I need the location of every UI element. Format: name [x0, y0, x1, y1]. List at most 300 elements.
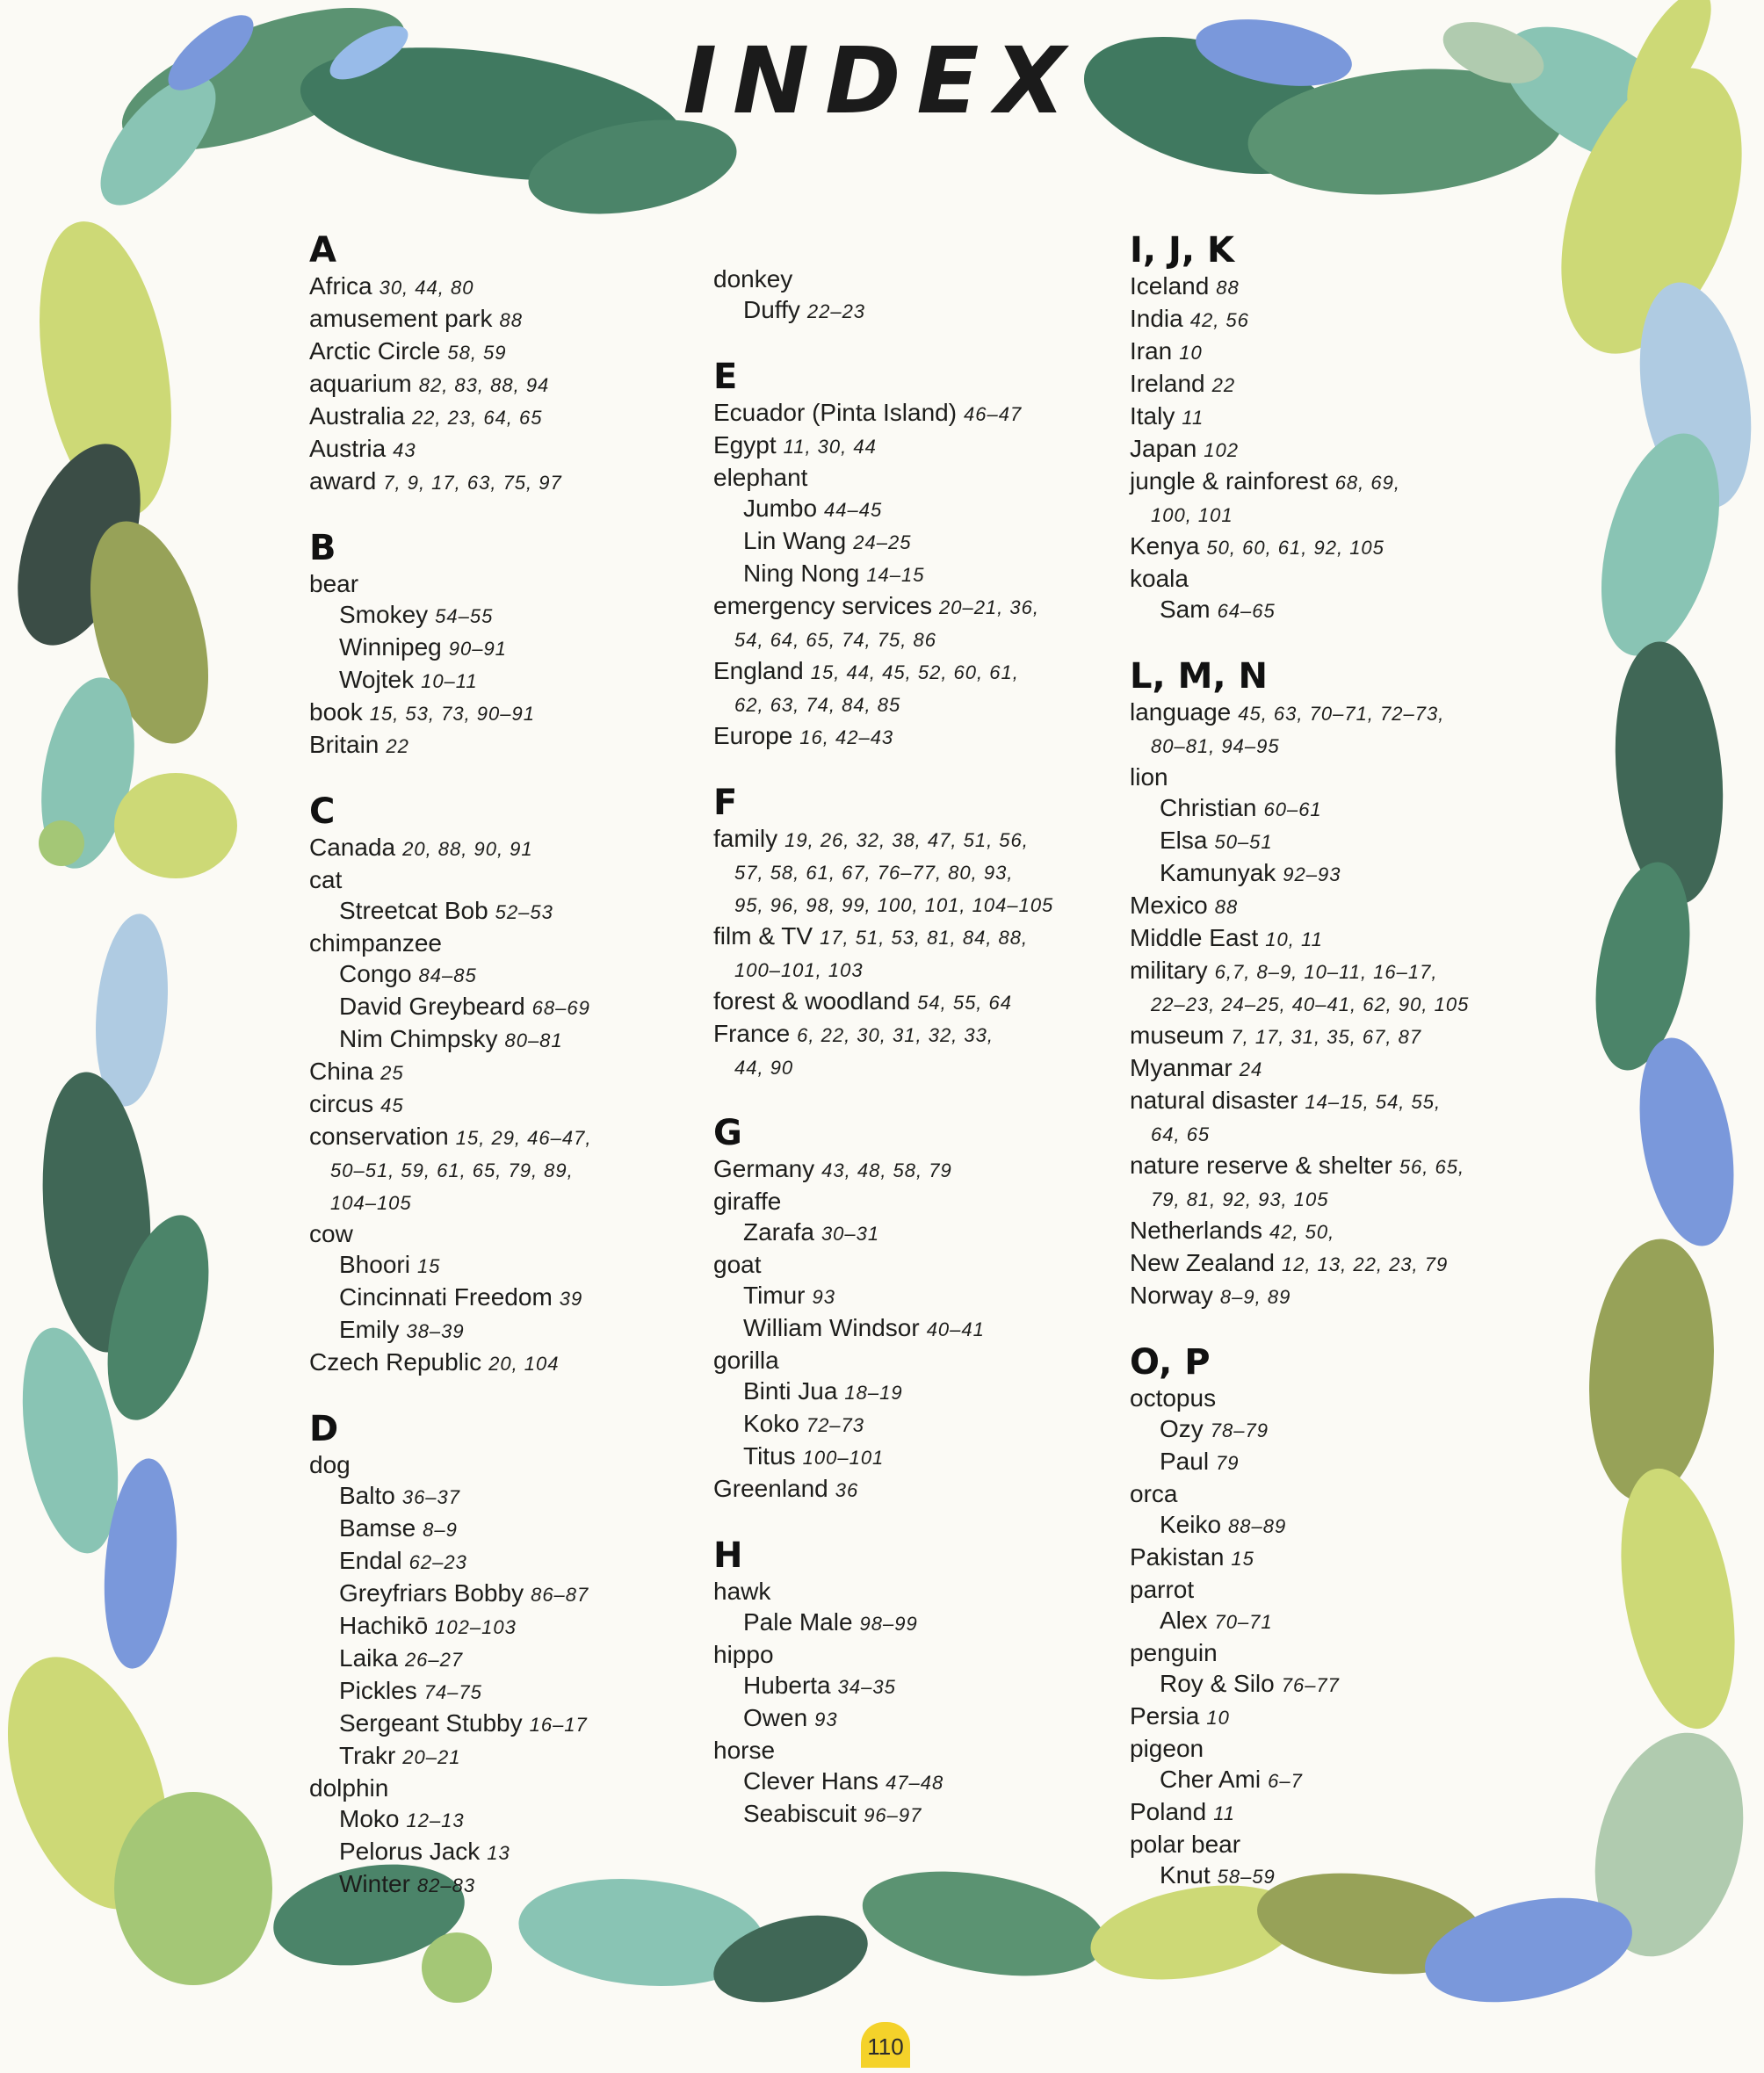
- entry-term: Trakr: [339, 1742, 396, 1769]
- entry-pages: 88: [1216, 277, 1240, 299]
- entry-term: orca: [1130, 1480, 1178, 1507]
- index-entry: [713, 1345, 1100, 1376]
- section-letter: B: [309, 528, 336, 568]
- entry-term: museum: [1130, 1022, 1225, 1049]
- section-letter: A: [309, 230, 336, 271]
- index-subentry: [309, 1282, 696, 1314]
- index-subentry: [713, 294, 1100, 327]
- index-subentry: [1130, 1860, 1516, 1892]
- entry-term: natural disaster: [1130, 1087, 1298, 1114]
- entry-term: Canada: [309, 834, 396, 861]
- index-entry: [309, 271, 696, 303]
- index-subentry: [713, 1670, 1100, 1702]
- index-entry: [309, 1121, 696, 1153]
- entry-term: Sergeant Stubby: [339, 1709, 523, 1737]
- entry-pages: 104–105: [330, 1192, 412, 1214]
- entry-pages: 26–27: [404, 1649, 464, 1671]
- entry-pages: 47–48: [886, 1772, 944, 1794]
- index-continuation: [713, 856, 1100, 888]
- index-subentry: [713, 1441, 1100, 1473]
- entry-term: India: [1130, 305, 1183, 332]
- index-subentry: [1130, 594, 1516, 626]
- entry-pages: 24: [1239, 1058, 1263, 1080]
- index-entry: [1130, 1637, 1516, 1668]
- entry-term: Kenya: [1130, 532, 1200, 560]
- entry-pages: 20–21, 36,: [938, 596, 1039, 618]
- entry-term: Pelorus Jack: [339, 1838, 481, 1865]
- index-subentry: [713, 1376, 1100, 1408]
- index-section: [1130, 1342, 1516, 1892]
- entry-pages: 88: [499, 309, 524, 331]
- index-subentry: [713, 1766, 1100, 1798]
- entry-pages: 60–61: [1263, 798, 1322, 820]
- entry-term: Titus: [743, 1442, 796, 1470]
- entry-term: Pale Male: [743, 1608, 853, 1636]
- entry-pages: 54, 64, 65, 74, 75, 86: [734, 629, 936, 651]
- entry-term: polar bear: [1130, 1831, 1241, 1858]
- entry-pages: 42, 56: [1189, 309, 1249, 331]
- entry-pages: 45, 63, 70–71, 72–73,: [1238, 703, 1445, 725]
- entry-term: Italy: [1130, 402, 1175, 430]
- entry-pages: 22, 23, 64, 65: [411, 407, 543, 429]
- entry-term: Ozy: [1160, 1415, 1204, 1442]
- entry-term: William Windsor: [743, 1314, 920, 1341]
- index-continuation: [1130, 498, 1516, 531]
- index-subentry: [309, 1643, 696, 1675]
- entry-term: forest & woodland: [713, 987, 911, 1015]
- entry-pages: 64–65: [1217, 600, 1276, 622]
- entry-pages: 14–15, 54, 55,: [1305, 1091, 1442, 1113]
- entry-pages: 93: [814, 1708, 838, 1730]
- index-section: [713, 264, 1100, 327]
- index-section: [713, 1113, 1100, 1506]
- index-column-1: [309, 230, 696, 1931]
- index-subentry: [309, 1740, 696, 1773]
- index-column-2: [713, 264, 1100, 1860]
- entry-pages: 15: [1231, 1548, 1254, 1570]
- entry-term: Australia: [309, 402, 405, 430]
- entry-pages: 10: [1179, 342, 1203, 364]
- entry-term: octopus: [1130, 1384, 1217, 1412]
- entry-term: Hachikō: [339, 1612, 429, 1639]
- index-subentry: [1130, 1668, 1516, 1701]
- index-entry: [1130, 1733, 1516, 1764]
- entry-pages: 7, 9, 17, 63, 75, 97: [383, 472, 562, 494]
- entry-term: Winter: [339, 1870, 410, 1897]
- entry-term: lion: [1130, 763, 1168, 791]
- section-letter: I, J, K: [1130, 230, 1235, 271]
- index-subentry: [713, 493, 1100, 525]
- entry-pages: 100–101: [802, 1447, 885, 1469]
- index-entry: [309, 832, 696, 864]
- index-subentry: [309, 1023, 696, 1056]
- index-entry: [1130, 1574, 1516, 1605]
- index-entry: [1130, 1247, 1516, 1280]
- entry-term: Cher Ami: [1160, 1766, 1262, 1793]
- entry-pages: 6,7, 8–9, 10–11, 16–17,: [1214, 961, 1438, 983]
- entry-pages: 17, 51, 53, 81, 84, 88,: [820, 927, 1029, 949]
- entry-term: giraffe: [713, 1188, 782, 1215]
- index-entry: [1130, 1478, 1516, 1509]
- entry-term: family: [713, 825, 778, 852]
- entry-term: jungle & rainforest: [1130, 467, 1328, 495]
- entry-term: aquarium: [309, 370, 412, 397]
- index-entry: [713, 397, 1100, 430]
- entry-pages: 30, 44, 80: [379, 277, 474, 299]
- index-section: [309, 230, 696, 498]
- entry-pages: 80–81: [504, 1029, 563, 1051]
- entry-term: Paul: [1160, 1448, 1210, 1475]
- entry-pages: 11: [1213, 1802, 1236, 1824]
- entry-term: goat: [713, 1251, 762, 1278]
- entry-term: Timur: [743, 1282, 806, 1309]
- section-letter: G: [713, 1113, 742, 1153]
- entry-term: circus: [309, 1090, 374, 1117]
- entry-term: Emily: [339, 1316, 400, 1343]
- index-entry: [1130, 922, 1516, 955]
- index-subentry: [713, 1312, 1100, 1345]
- entry-term: Keiko: [1160, 1511, 1222, 1538]
- entry-term: elephant: [713, 464, 808, 491]
- entry-term: Japan: [1130, 435, 1197, 462]
- entry-pages: 54–55: [435, 605, 494, 627]
- entry-pages: 30–31: [821, 1223, 880, 1245]
- index-continuation: [309, 1186, 696, 1218]
- index-entry: [713, 264, 1100, 294]
- index-subentry: [713, 525, 1100, 558]
- index-entry: [1130, 762, 1516, 792]
- index-subentry: [713, 1217, 1100, 1249]
- index-entry: [309, 1218, 696, 1249]
- entry-pages: 90–91: [448, 638, 507, 660]
- index-entry: [1130, 1701, 1516, 1733]
- entry-term: Laika: [339, 1644, 398, 1672]
- entry-pages: 58, 59: [447, 342, 507, 364]
- entry-term: Myanmar: [1130, 1054, 1233, 1081]
- entry-pages: 16, 42–43: [799, 726, 894, 748]
- entry-term: Knut: [1160, 1861, 1211, 1889]
- index-entry: [1130, 955, 1516, 987]
- index-entry: [713, 1186, 1100, 1217]
- index-subentry: [1130, 1764, 1516, 1796]
- entry-term: horse: [713, 1737, 776, 1764]
- entry-pages: 18–19: [844, 1382, 903, 1404]
- entry-pages: 10–11: [421, 670, 478, 692]
- entry-term: Africa: [309, 272, 372, 300]
- entry-pages: 15, 44, 45, 52, 60, 61,: [810, 661, 1019, 683]
- entry-term: Greenland: [713, 1475, 828, 1502]
- entry-pages: 64, 65: [1151, 1123, 1211, 1145]
- index-subentry: [309, 1314, 696, 1347]
- entry-term: Seabiscuit: [743, 1800, 857, 1827]
- entry-pages: 15, 29, 46–47,: [455, 1127, 592, 1149]
- index-entry: [713, 823, 1100, 856]
- entry-pages: 8–9: [423, 1519, 458, 1541]
- index-subentry: [309, 1836, 696, 1868]
- index-section: [309, 791, 696, 1379]
- entry-term: Ning Nong: [743, 560, 860, 587]
- entry-pages: 22: [1211, 374, 1236, 396]
- index-section: [309, 528, 696, 762]
- entry-term: Elsa: [1160, 827, 1208, 854]
- entry-term: Smokey: [339, 601, 429, 628]
- entry-pages: 42, 50,: [1269, 1221, 1335, 1243]
- entry-pages: 57, 58, 61, 67, 76–77, 80, 93,: [734, 862, 1014, 884]
- index-subentry: [713, 1408, 1100, 1441]
- index-subentry: [309, 1578, 696, 1610]
- entry-pages: 74–75: [423, 1681, 482, 1703]
- entry-pages: 12, 13, 22, 23, 79: [1281, 1253, 1449, 1275]
- index-continuation: [1130, 1117, 1516, 1150]
- entry-pages: 50–51, 59, 61, 65, 79, 89,: [330, 1159, 574, 1181]
- entry-term: Koko: [743, 1410, 799, 1437]
- entry-pages: 10, 11: [1265, 928, 1323, 950]
- entry-pages: 79: [1216, 1452, 1240, 1474]
- index-entry: [309, 336, 696, 368]
- index-entry: [309, 303, 696, 336]
- entry-term: hawk: [713, 1578, 771, 1605]
- entry-pages: 95, 96, 98, 99, 100, 101, 104–105: [734, 894, 1054, 916]
- index-entry: [713, 921, 1100, 953]
- index-continuation: [309, 1153, 696, 1186]
- entry-term: Norway: [1130, 1282, 1213, 1309]
- entry-term: Europe: [713, 722, 793, 749]
- entry-term: Middle East: [1130, 924, 1259, 951]
- entry-term: pigeon: [1130, 1735, 1204, 1762]
- index-subentry: [309, 1610, 696, 1643]
- entry-term: emergency services: [713, 592, 932, 619]
- index-entry: [713, 1576, 1100, 1607]
- index-entry: [713, 1153, 1100, 1186]
- entry-pages: 92–93: [1283, 863, 1341, 885]
- entry-pages: 102: [1204, 439, 1240, 461]
- entry-term: Moko: [339, 1805, 400, 1832]
- index-entry: [309, 368, 696, 401]
- index-subentry: [1130, 792, 1516, 825]
- entry-pages: 11: [1182, 407, 1204, 429]
- index-subentry: [713, 1280, 1100, 1312]
- entry-term: Binti Jua: [743, 1377, 838, 1405]
- index-subentry: [1130, 1413, 1516, 1446]
- entry-term: Greyfriars Bobby: [339, 1579, 524, 1607]
- index-entry: [1130, 368, 1516, 401]
- entry-term: cow: [309, 1220, 353, 1247]
- index-entry: [1130, 271, 1516, 303]
- index-entry: [309, 729, 696, 762]
- index-subentry: [1130, 825, 1516, 857]
- index-subentry: [713, 1798, 1100, 1831]
- entry-term: penguin: [1130, 1639, 1218, 1666]
- index-entry: [1130, 336, 1516, 368]
- entry-pages: 100–101, 103: [734, 959, 864, 981]
- entry-term: Sam: [1160, 596, 1211, 623]
- index-subentry: [309, 958, 696, 991]
- entry-pages: 44, 90: [734, 1057, 794, 1079]
- entry-term: Alex: [1160, 1607, 1208, 1634]
- index-entry: [309, 401, 696, 433]
- entry-term: Cincinnati Freedom: [339, 1283, 553, 1311]
- index-subentry: [309, 1513, 696, 1545]
- section-letter: O, P: [1130, 1342, 1211, 1383]
- index-subentry: [1130, 1446, 1516, 1478]
- index-entry: [1130, 697, 1516, 729]
- index-entry: [1130, 563, 1516, 594]
- entry-term: Winnipeg: [339, 633, 442, 661]
- index-continuation: [713, 888, 1100, 921]
- index-subentry: [713, 558, 1100, 590]
- index-entry: [713, 430, 1100, 462]
- entry-term: Mexico: [1130, 892, 1208, 919]
- entry-term: Czech Republic: [309, 1348, 482, 1376]
- index-entry: [309, 864, 696, 895]
- entry-pages: 78–79: [1210, 1419, 1269, 1441]
- index-entry: [309, 1088, 696, 1121]
- entry-pages: 34–35: [837, 1676, 896, 1698]
- entry-pages: 39: [559, 1288, 583, 1310]
- entry-term: Christian: [1160, 794, 1257, 821]
- entry-term: Ireland: [1130, 370, 1205, 397]
- index-entry: [309, 1347, 696, 1379]
- entry-pages: 38–39: [406, 1320, 465, 1342]
- entry-pages: 43: [393, 439, 416, 461]
- index-entry: [713, 720, 1100, 753]
- entry-pages: 20, 104: [488, 1353, 560, 1375]
- index-entry: [713, 1249, 1100, 1280]
- entry-term: Lin Wang: [743, 527, 847, 554]
- entry-term: Balto: [339, 1482, 395, 1509]
- section-letter: D: [309, 1409, 339, 1449]
- entry-pages: 88: [1214, 896, 1239, 918]
- index-subentry: [309, 632, 696, 664]
- entry-pages: 6, 22, 30, 31, 32, 33,: [797, 1024, 994, 1046]
- entry-pages: 46–47: [964, 403, 1023, 425]
- index-entry: [309, 466, 696, 498]
- entry-pages: 22: [386, 735, 409, 757]
- entry-term: Germany: [713, 1155, 815, 1182]
- entry-pages: 44–45: [824, 499, 883, 521]
- entry-pages: 36–37: [401, 1486, 461, 1508]
- entry-term: Pickles: [339, 1677, 417, 1704]
- index-entry: [1130, 1215, 1516, 1247]
- entry-term: Streetcat Bob: [339, 897, 488, 924]
- index-subentry: [1130, 1605, 1516, 1637]
- entry-term: hippo: [713, 1641, 774, 1668]
- entry-pages: 15, 53, 73, 90–91: [369, 703, 535, 725]
- index-entry: [309, 568, 696, 599]
- entry-term: Iceland: [1130, 272, 1210, 300]
- section-letter: F: [713, 783, 738, 823]
- entry-pages: 56, 65,: [1399, 1156, 1465, 1178]
- entry-term: military: [1130, 957, 1208, 984]
- entry-term: New Zealand: [1130, 1249, 1275, 1276]
- entry-term: France: [713, 1020, 791, 1047]
- entry-pages: 22–23, 24–25, 40–41, 62, 90, 105: [1151, 993, 1470, 1015]
- index-continuation: [713, 953, 1100, 986]
- entry-term: China: [309, 1058, 374, 1085]
- index-subentry: [309, 991, 696, 1023]
- index-entry: [713, 1473, 1100, 1506]
- entry-pages: 96–97: [864, 1804, 922, 1826]
- index-entry: [713, 1018, 1100, 1051]
- index-entry: [1130, 531, 1516, 563]
- index-entry: [1130, 890, 1516, 922]
- entry-pages: 40–41: [926, 1318, 985, 1340]
- entry-term: Huberta: [743, 1672, 831, 1699]
- entry-term: koala: [1130, 565, 1189, 592]
- index-entry: [713, 1639, 1100, 1670]
- entry-term: Wojtek: [339, 666, 415, 693]
- index-entry: [713, 655, 1100, 688]
- index-section: [713, 783, 1100, 1083]
- index-section: [1130, 656, 1516, 1312]
- entry-pages: 45: [380, 1094, 404, 1116]
- index-entry: [309, 697, 696, 729]
- index-entry: [1130, 1052, 1516, 1085]
- index-entry: [713, 462, 1100, 493]
- entry-term: Congo: [339, 960, 412, 987]
- index-section: [1130, 230, 1516, 626]
- index-entry: [1130, 401, 1516, 433]
- entry-pages: 8–9, 89: [1219, 1286, 1291, 1308]
- entry-term: Austria: [309, 435, 387, 462]
- entry-pages: 100, 101: [1151, 504, 1233, 526]
- entry-term: Bhoori: [339, 1251, 410, 1278]
- entry-term: amusement park: [309, 305, 493, 332]
- entry-pages: 58–59: [1217, 1866, 1276, 1888]
- page-title: INDEX: [683, 27, 1081, 134]
- entry-term: dolphin: [309, 1774, 389, 1802]
- index-subentry: [309, 1675, 696, 1708]
- section-letter: H: [713, 1535, 743, 1576]
- index-subentry: [309, 1868, 696, 1901]
- entry-term: chimpanzee: [309, 929, 442, 957]
- index-continuation: [713, 1051, 1100, 1083]
- index-entry: [1130, 433, 1516, 466]
- entry-term: donkey: [713, 265, 793, 293]
- entry-term: Ecuador (Pinta Island): [713, 399, 958, 426]
- entry-term: Kamunyak: [1160, 859, 1276, 886]
- entry-term: Pakistan: [1130, 1543, 1225, 1571]
- entry-pages: 6–7: [1268, 1770, 1303, 1792]
- index-entry: [309, 1056, 696, 1088]
- section-letter: E: [713, 357, 738, 397]
- entry-term: Arctic Circle: [309, 337, 441, 365]
- entry-term: award: [309, 467, 377, 495]
- index-entry: [309, 1773, 696, 1803]
- index-subentry: [309, 664, 696, 697]
- entry-term: Clever Hans: [743, 1767, 879, 1795]
- index-column-3: [1130, 230, 1516, 1922]
- entry-term: Persia: [1130, 1702, 1200, 1730]
- entry-pages: 13: [487, 1842, 510, 1864]
- index-subentry: [309, 599, 696, 632]
- index-entry: [713, 986, 1100, 1018]
- entry-term: cat: [309, 866, 343, 893]
- index-continuation: [1130, 729, 1516, 762]
- entry-pages: 52–53: [495, 901, 553, 923]
- entry-term: Zarafa: [743, 1218, 814, 1246]
- entry-term: Roy & Silo: [1160, 1670, 1275, 1697]
- index-entry: [1130, 1280, 1516, 1312]
- entry-pages: 68, 69,: [1334, 472, 1400, 494]
- index-section: [713, 1535, 1100, 1831]
- entry-pages: 80–81, 94–95: [1151, 735, 1280, 757]
- entry-term: bear: [309, 570, 359, 597]
- index-entry: [309, 928, 696, 958]
- entry-term: dog: [309, 1451, 351, 1478]
- index-subentry: [309, 1480, 696, 1513]
- entry-term: language: [1130, 698, 1232, 726]
